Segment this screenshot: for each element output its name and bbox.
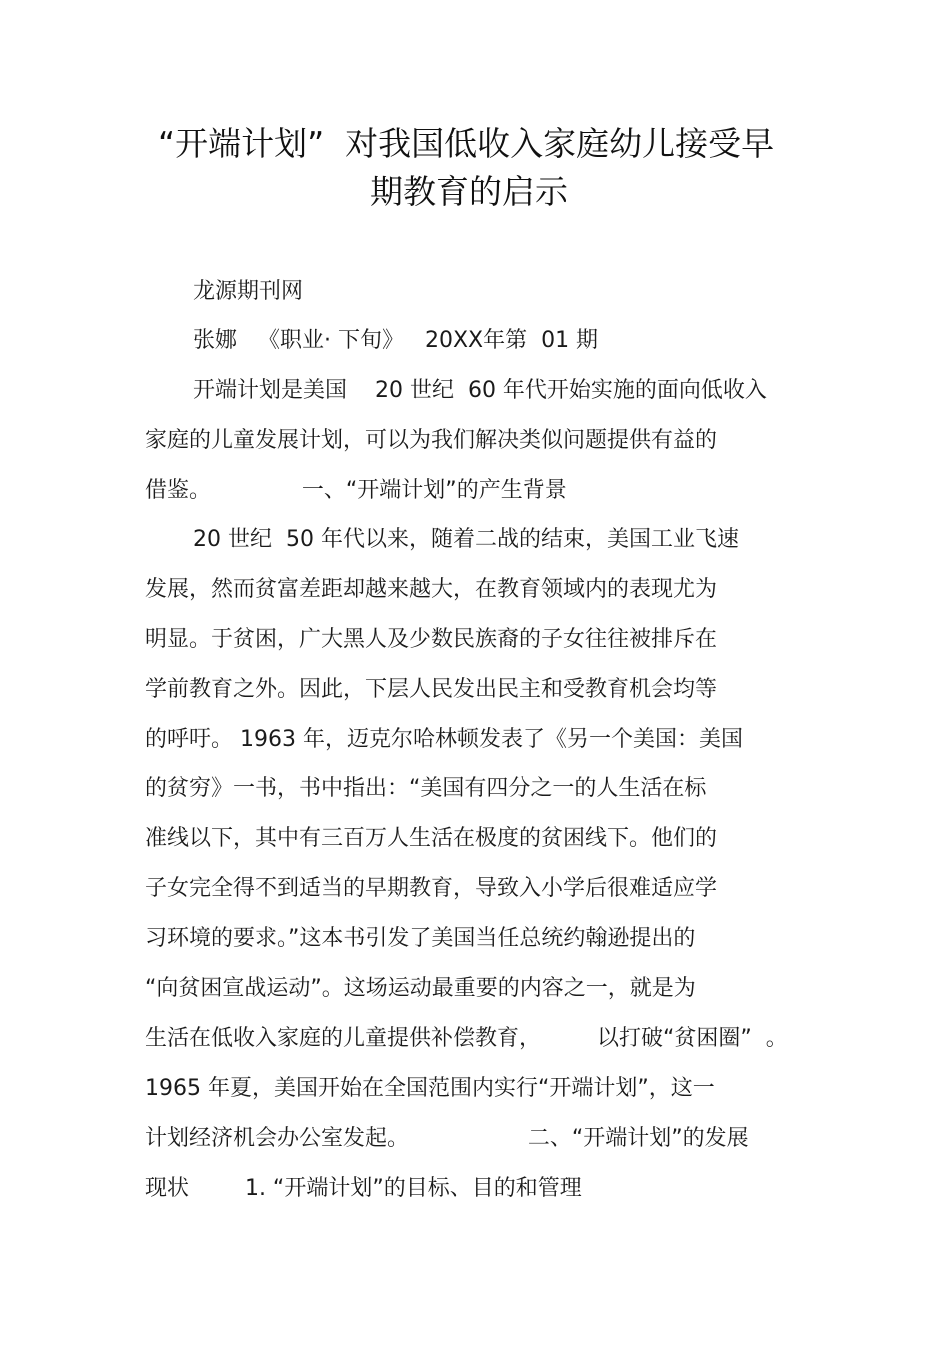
- body-line: 1965 年夏，美国开始在全国范围内实行“开端计划”，这一: [145, 1076, 715, 1101]
- body-line: 生活在低收入家庭的儿童提供补偿教育， 以打破“贫困圈” 。: [145, 1026, 788, 1051]
- body-line: 计划经济机会办公室发起。 二、“开端计划”的发展: [145, 1126, 749, 1151]
- body-line: 借鉴。 一、“开端计划”的产生背景: [145, 478, 567, 503]
- source-line: 龙源期刊网: [193, 279, 304, 304]
- body-line: 子女完全得不到适当的早期教育，导致入小学后很难适应学: [145, 876, 718, 901]
- body-line: 的贫穷》一书，书中指出：“美国有四分之一的人生活在标: [145, 776, 707, 801]
- body-line: 20 世纪 50 年代以来，随着二战的结束，美国工业飞速: [193, 527, 739, 552]
- body-line: 的呼吁。 1963 年，迈克尔哈林顿发表了《另一个美国：美国: [145, 727, 743, 752]
- body-line: “向贫困宣战运动”。这场运动最重要的内容之一，就是为: [145, 976, 696, 1001]
- body-line: 开端计划是美国 20 世纪 60 年代开始实施的面向低收入: [193, 378, 767, 403]
- document-title-line-1: “开端计划” 对我国低收入家庭幼儿接受早: [158, 124, 775, 163]
- body-line: 明显。于贫困，广大黑人及少数民族裔的子女往往被排斥在: [145, 627, 718, 652]
- byline: 张娜 《职业· 下旬》 20XX年第 01 期: [193, 328, 599, 353]
- body-line: 准线以下，其中有三百万人生活在极度的贫困线下。他们的: [145, 826, 718, 851]
- document-title-line-2: 期教育的启示: [370, 172, 568, 211]
- body-line: 习环境的要求。”这本书引发了美国当任总统约翰逊提出的: [145, 926, 696, 951]
- body-line: 发展，然而贫富差距却越来越大，在教育领域内的表现尤为: [145, 577, 718, 602]
- body-line: 家庭的儿童发展计划，可以为我们解决类似问题提供有益的: [145, 428, 718, 453]
- body-line: 现状 1. “开端计划”的目标、目的和管理: [145, 1176, 582, 1201]
- body-line: 学前教育之外。因此，下层人民发出民主和受教育机会均等: [145, 677, 718, 702]
